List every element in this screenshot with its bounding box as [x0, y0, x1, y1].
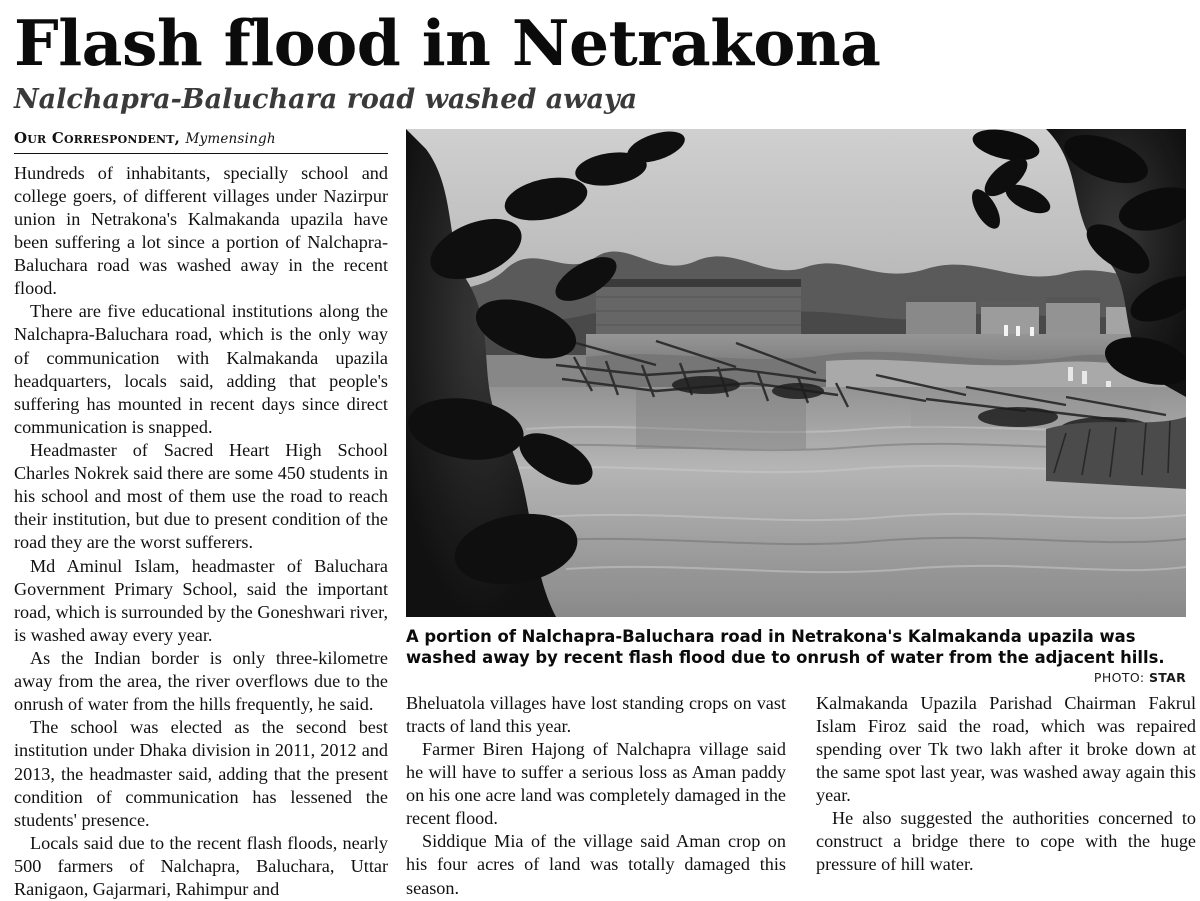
- paragraph: Bheluatola villages have lost standing crops on vast tracts of land this year.: [406, 692, 786, 736]
- photo-illustration: [406, 129, 1186, 617]
- article-column-right: [816, 692, 1196, 877]
- photo-credit-label: PHOTO:: [1093, 669, 1145, 685]
- photo-credit: [406, 670, 1186, 685]
- paragraph: Kalmakanda Upazila Parishad Chairman Fakrul Islam Firoz said the road, which was repaired spending over Tk two lakh after it broke down at the same spot last year, was washed away again this year.: [816, 692, 1196, 806]
- byline-divider: [14, 153, 388, 154]
- paragraph: As the Indian border is only three-kilometre away from the area, the river overflows due to the onrush of water from the hills frequently, he said.: [14, 647, 388, 715]
- page-subtitle: Nalchapra-Baluchara road washed awaya: [14, 84, 638, 115]
- photo-caption: A portion of Nalchapra-Baluchara road in Netrakona's Kalmakanda upazila was washed away by recent flash flood due to onrush of water from the adjacent hills.: [406, 626, 1165, 667]
- paragraph: Farmer Biren Hajong of Nalchapra village said he will have to suffer a serious loss as Aman paddy on his one acre land was completely damaged in the recent flood.: [406, 738, 786, 829]
- paragraph: Locals said due to the recent flash floods, nearly 500 farmers of Nalchapra, Baluchara, Uttar Ranigaon, Gajarmari, Rahimpur and: [14, 832, 388, 900]
- paragraph: There are five educational institutions along the Nalchapra-Baluchara road, which is the only way of communication with Kalmakanda upazila headquarters, locals said, adding that people's suffering has mounted in recent days since direct communication is snapped.: [14, 301, 388, 437]
- paragraph: Siddique Mia of the village said Aman crop on his four acres of land was totally damaged this season.: [406, 831, 786, 898]
- byline-author: Our Correspondent,: [14, 128, 181, 147]
- paragraph: Headmaster of Sacred Heart High School Charles Nokrek said there are some 450 students in his school and most of them use the road to reach their institution, but due to present condition of the road they are the worst sufferers.: [14, 440, 388, 553]
- paragraph: The school was elected as the second best institution under Dhaka division in 2011, 2012 and 2013, the headmaster said, adding that the present condition of communication has lessened the students' presence.: [14, 717, 388, 830]
- byline: [14, 129, 388, 151]
- photo-credit-source: STAR: [1148, 669, 1186, 685]
- article-column-middle: [406, 692, 786, 900]
- flood-photograph: [406, 129, 1186, 617]
- photo-block: [406, 129, 1186, 685]
- byline-location: Mymensingh: [185, 130, 276, 147]
- page-title: Flash flood in Netrakona: [14, 6, 881, 80]
- paragraph: Hundreds of inhabitants, specially school and college goers, of different villages under Nazirpur union in Netrakona's Kalmakanda upazila have been suffering a lot since a portion of Nalchapra-Baluchara road was washed away in the recent flood.: [14, 162, 388, 299]
- paragraph: Md Aminul Islam, headmaster of Baluchara Government Primary School, said the important road, which is surrounded by the Goneshwari river, is washed away every year.: [14, 555, 388, 645]
- article-column-left: [14, 129, 388, 901]
- paragraph: He also suggested the authorities concerned to construct a bridge there to cope with the huge pressure of hill water.: [816, 808, 1196, 875]
- newspaper-page: [0, 6, 1200, 900]
